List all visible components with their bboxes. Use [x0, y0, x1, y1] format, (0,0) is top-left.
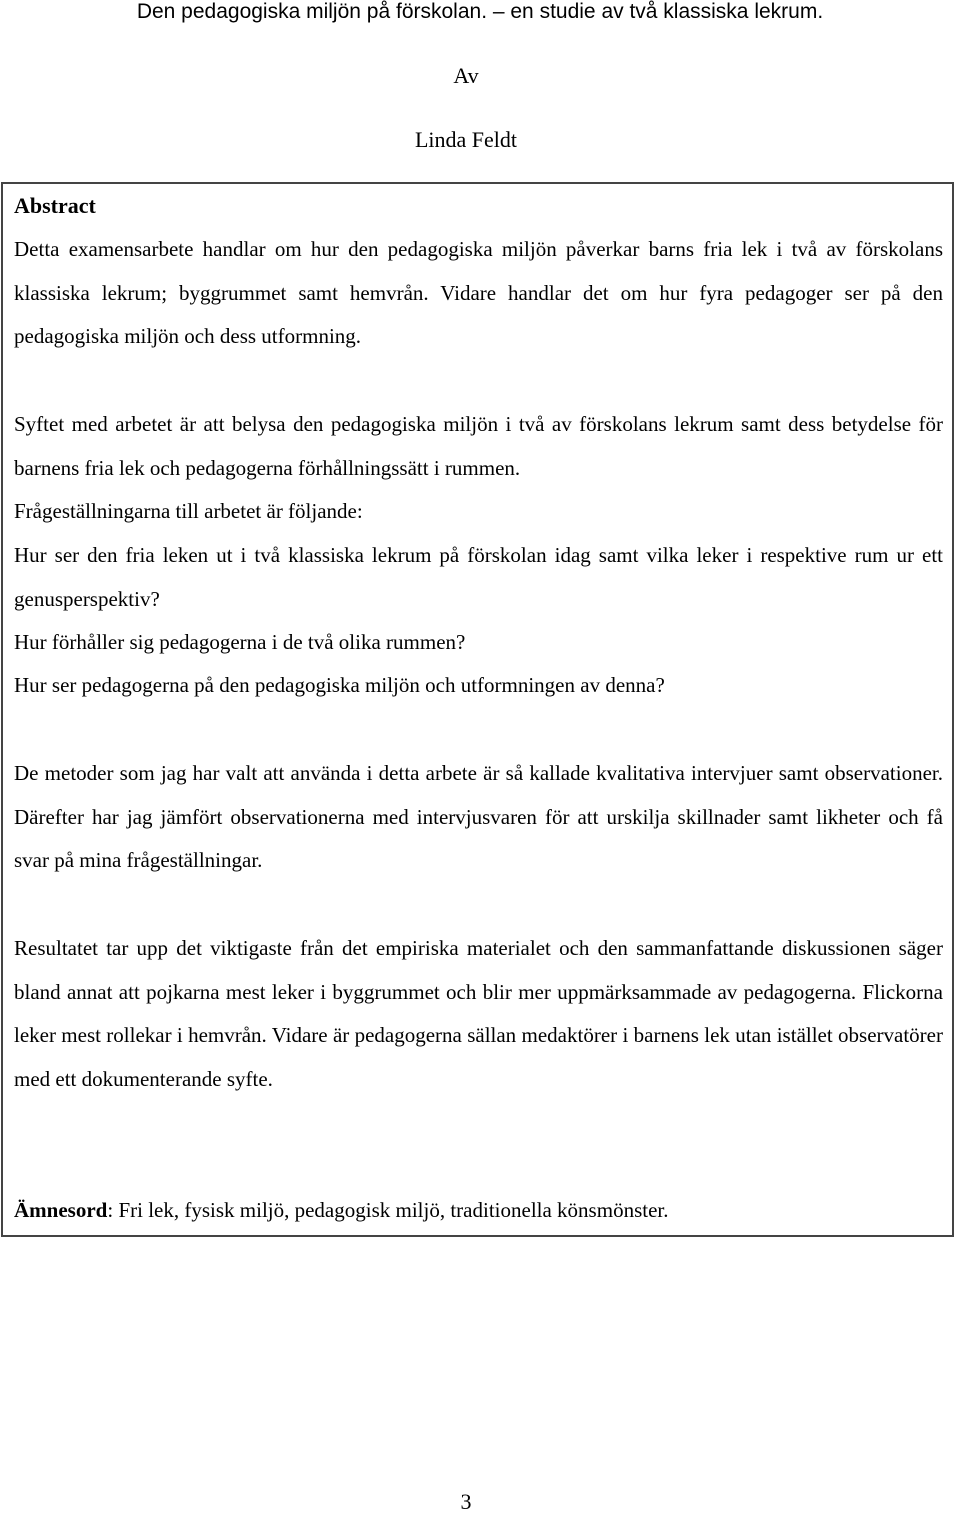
abstract-paragraph-results: Resultatet tar upp det viktigaste från det empiriska materialet och den sammanfattande diskussionen säger bland annat att pojkarna mest leker i byggrummet och blir mer uppmärksammade av pedagogerna. Flickorna leker mest rollekar i hemvrån. Vidare är pedagogerna sällan medaktörer i barnens lek utan istället observatörer med ett dokumenterande syfte. [14, 936, 943, 1091]
abstract-heading: Abstract [14, 193, 96, 218]
document-header: Den pedagogiska miljön på förskolan. – en studie av två klassiska lekrum. [136, 0, 824, 23]
questions-intro: Frågeställningarna till arbetet är följande: [14, 499, 363, 523]
question-item: Hur ser den fria leken ut i två klassiska lekrum på förskolan idag samt vilka leker i respektive rum ur ett genusperspektiv? [14, 543, 943, 611]
abstract-paragraph-methods: De metoder som jag har valt att använda i detta arbete är så kallade kvalitativa intervjuer samt observationer. Därefter har jag jämfört observationerna med intervjusvaren för att urskilja skillnader samt likheter och få svar på mina frågeställningar. [14, 761, 943, 872]
author-name: Linda Feldt [414, 127, 518, 152]
keywords-list: Fri lek, fysisk miljö, pedagogisk miljö, traditionella könsmönster. [113, 1198, 669, 1222]
keywords-line [14, 1189, 943, 1233]
abstract-paragraph-intro: Detta examensarbete handlar om hur den pedagogiska miljön påverkar barns fria lek i två av förskolans klassiska lekrum; byggrummet samt hemvrån. Vidare handlar det om hur fyra pedagoger ser på den pedagogiska miljön och dess utformning. [14, 237, 943, 348]
by-label: Av [453, 63, 479, 88]
question-item: Hur förhåller sig pedagogerna i de två olika rummen? [14, 630, 466, 654]
abstract-paragraph-purpose: Syftet med arbetet är att belysa den pedagogiska miljön i två av förskolans lekrum samt dess betydelse för barnens fria lek och pedagogerna förhållningssätt i rummen. [14, 412, 943, 480]
keywords-label: Ämnesord [14, 1198, 108, 1222]
keywords-separator: : [107, 1198, 114, 1222]
question-item: Hur ser pedagogerna på den pedagogiska miljön och utformningen av denna? [14, 673, 665, 697]
page-number: 3 [460, 1489, 472, 1514]
